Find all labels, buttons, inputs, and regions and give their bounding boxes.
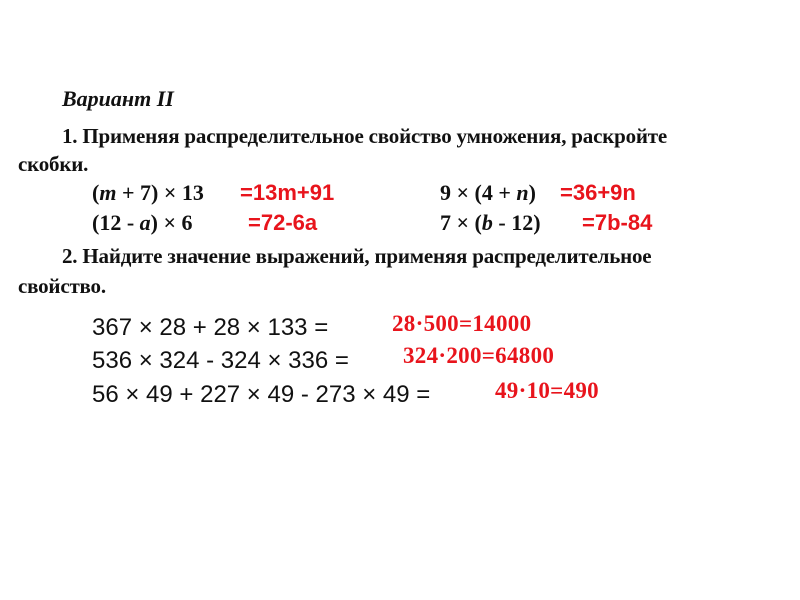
task2-answer-1: 28·500=14000 xyxy=(392,311,532,336)
expr-part: 9 × (4 + xyxy=(440,180,517,205)
task1-expression-2 xyxy=(92,210,193,236)
expr-part: (12 - xyxy=(92,210,140,235)
expr-variable: b xyxy=(481,210,493,235)
variant-heading: Вариант II xyxy=(62,86,174,111)
task2-expression-2: 536 × 324 - 324 × 336 = xyxy=(92,347,349,374)
task2-answer-3: 49·10=490 xyxy=(495,378,599,403)
task2-text-line1: 2. Найдите значение выражений, применяя распределительное xyxy=(62,244,652,268)
task1-answer-1: =13m+91 xyxy=(240,180,335,205)
expr-part: ) × 6 xyxy=(150,210,193,235)
task1-expression-3 xyxy=(440,180,536,206)
task1-expression-4 xyxy=(440,210,541,236)
expr-part: 7 × ( xyxy=(440,210,482,235)
expr-part: - 12) xyxy=(492,210,541,235)
task1-text-line1: 1. Применяя распределительное свойство умножения, раскройте xyxy=(62,124,668,148)
task1-answer-2: =72-6a xyxy=(248,210,318,235)
task2-text-line2: свойство. xyxy=(18,274,106,298)
task1-answer-3: =36+9n xyxy=(560,180,636,205)
task1-expression-1 xyxy=(92,180,204,206)
expr-variable: m xyxy=(99,180,117,205)
expr-part: ) xyxy=(528,180,536,205)
task1-text-line2: скобки. xyxy=(18,152,89,176)
expr-variable: n xyxy=(516,180,529,205)
expr-part: ( xyxy=(92,180,100,205)
task2-expression-3: 56 × 49 + 227 × 49 - 273 × 49 = xyxy=(92,381,431,408)
expr-part: + 7) × 13 xyxy=(116,180,204,205)
task2-expression-1: 367 × 28 + 28 × 133 = xyxy=(92,314,329,341)
task1-answer-4: =7b-84 xyxy=(582,210,653,235)
task2-answer-2: 324·200=64800 xyxy=(403,343,555,368)
expr-variable: a xyxy=(139,210,151,235)
